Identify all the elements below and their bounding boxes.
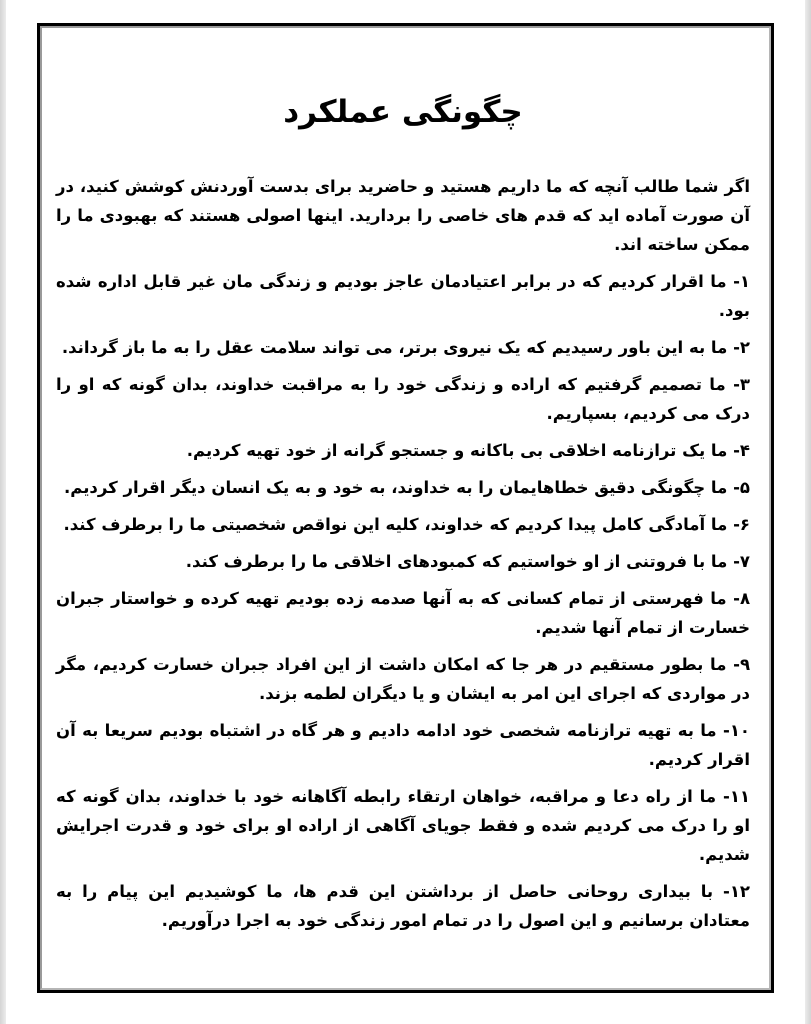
step-item [56,436,750,465]
step-item [56,370,750,428]
step-text: با بیداری روحانی حاصل از برداشتن این قدم ها، ما کوشیدیم این پیام را به معتادان برسانیم و این اصول را در تمام امور زندگی خود به اجرا درآوریم. [56,882,750,930]
step-number: ۱ [739,272,750,291]
step-text: ما به تهیه ترازنامه شخصی خود ادامه دادیم و هر گاه در اشتباه بودیم سریعا به آن اقرار کردیم. [56,721,750,769]
step-separator: - [727,338,740,357]
step-text: ما به این باور رسیدیم که یک نیروی برتر، می تواند سلامت عقل را به ما باز گرداند. [61,338,728,357]
step-number: ۱۲ [729,882,751,901]
step-separator: - [726,589,740,608]
step-item [56,877,750,935]
step-item [56,650,750,708]
step-text: ما چگونگی دقیق خطاهایمان را به خداوند، به خود و به یک انسان دیگر اقرار کردیم. [64,478,728,497]
step-number: ۷ [739,552,750,571]
step-number: ۳ [739,375,750,394]
page-edge-right [805,0,811,1024]
step-item [56,547,750,576]
step-text: ما آمادگی کامل پیدا کردیم که خداوند، کلیه این نواقص شخصیتی ما را برطرف کند. [63,515,728,534]
step-item [56,473,750,502]
step-number: ۱۰ [729,721,751,740]
step-text: ما فهرستی از تمام کسانی که به آنها صدمه زده بودیم تهیه کرده و خواستار جبران خسارت از تمام آنها شدیم. [56,589,750,637]
step-separator: - [727,552,740,571]
step-separator: - [726,655,740,674]
step-separator: - [725,375,740,394]
document-content [40,26,771,935]
step-number: ۵ [739,478,750,497]
step-item [56,782,750,869]
step-text: ما با فروتنی از او خواستیم که کمبودهای اخلاقی ما را برطرف کند. [185,552,728,571]
step-separator: - [726,272,740,291]
step-text: ما بطور مستقیم در هر جا که امکان داشت از این افراد جبران خسارت کردیم، مگر در مواردی که اجرای این امر به ایشان و یا دیگران لطمه بزند. [56,655,750,703]
step-separator: - [727,515,740,534]
intro-paragraph: اگر شما طالب آنچه که ما داریم هستید و حاضرید برای بدست آوردنش کوشش کنید، در آن صورت آماده اید که قدم های خاصی را بردارید. اینها اصولی هستند که بهبودی ما را ممکن ساخته اند. [56,177,750,254]
step-item [56,716,750,774]
step-item [56,333,750,362]
step-text: ما اقرار کردیم که در برابر اعتیادمان عاجز بودیم و زندگی مان غیر قابل اداره شده بود. [56,272,750,320]
step-number: ۶ [739,515,750,534]
step-separator: - [727,478,740,497]
steps-list [56,267,750,935]
step-separator: - [713,882,730,901]
step-separator: - [716,721,730,740]
step-item [56,584,750,642]
step-text: ما یک ترازنامه اخلاقی بی باکانه و جستجو گرانه از خود تهیه کردیم. [186,441,728,460]
step-number: ۱۱ [729,787,750,806]
step-number: ۹ [739,655,751,674]
step-item [56,267,750,325]
step-number: ۴ [739,441,750,460]
page-edge-left [0,0,6,1024]
step-item [56,510,750,539]
step-text: ما از راه دعا و مراقبه، خواهان ارتقاء رابطه آگاهانه خود با خداوند، بدان گونه که او را درک می کردیم شده و فقط جویای آگاهی از اراده او برای خود و قدرت اجرایش شدیم. [56,787,750,864]
step-text: ما تصمیم گرفتیم که اراده و زندگی خود را به مراقبت خداوند، بدان گونه که او را درک می کردیم، بسپاریم. [56,375,750,423]
document-title: چگونگی عملکرد [283,94,523,130]
document-frame [37,23,774,993]
step-separator: - [716,787,730,806]
step-separator: - [727,441,740,460]
step-number: ۲ [739,338,750,357]
step-number: ۸ [739,589,751,608]
